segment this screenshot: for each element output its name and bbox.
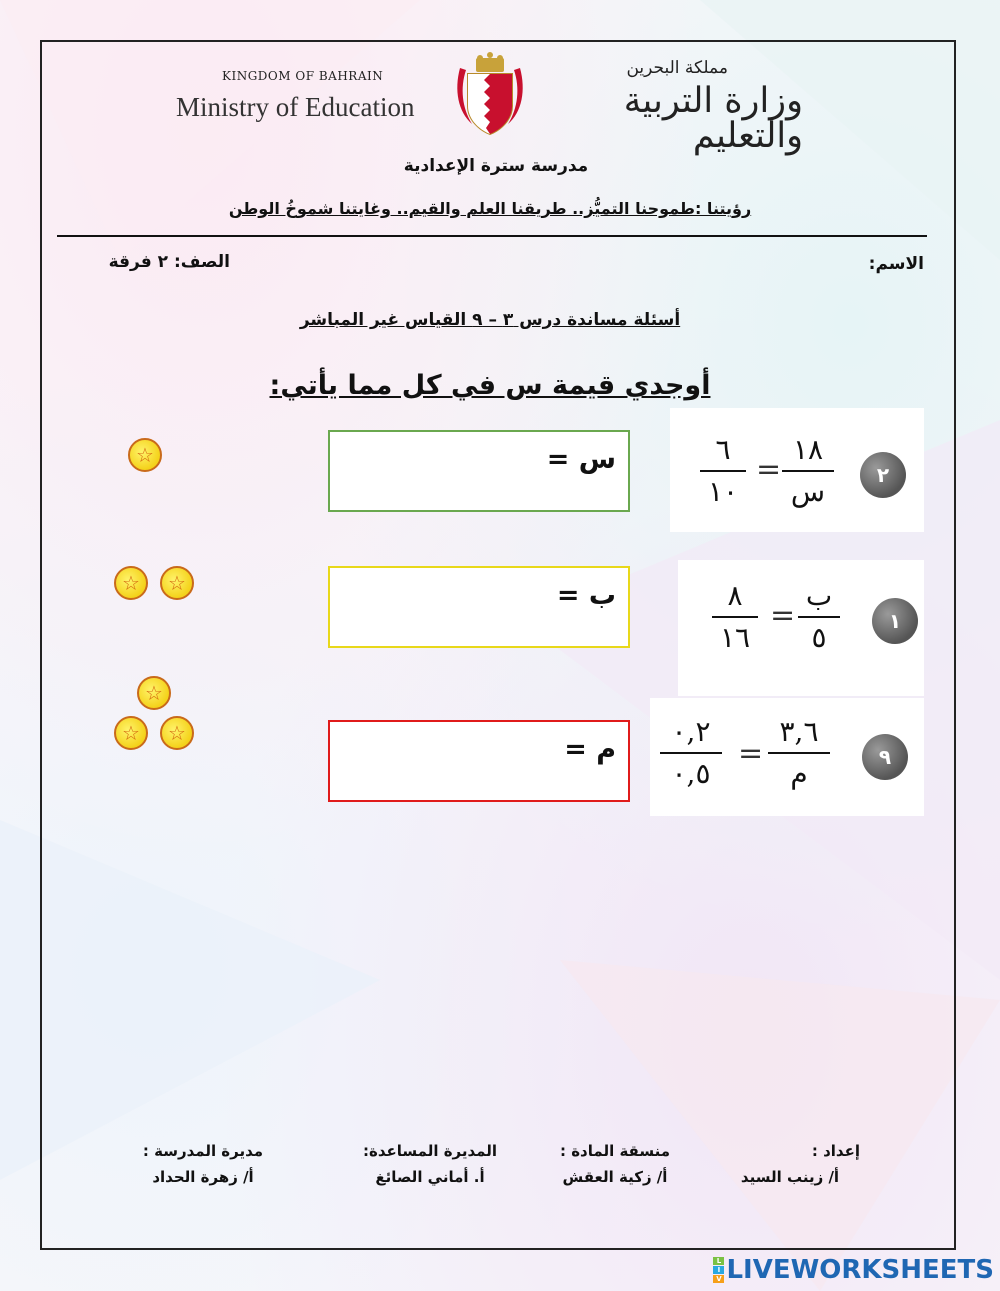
- question-number-badge: ٢: [860, 452, 906, 498]
- prepared-by: [720, 1138, 860, 1190]
- liveworksheets-watermark: [713, 1255, 994, 1285]
- question-card: [650, 698, 924, 816]
- fraction-right: [700, 433, 746, 508]
- equals-sign: =: [756, 452, 782, 487]
- school-principal: [128, 1138, 278, 1190]
- question-card: [670, 408, 924, 532]
- fraction-right: [712, 579, 758, 654]
- denominator: ١٦: [719, 621, 751, 654]
- answer-label: ب =: [556, 580, 616, 611]
- answer-box[interactable]: [328, 430, 630, 512]
- question-number-badge: ٩: [862, 734, 908, 780]
- liveworksheets-logo: [713, 1257, 724, 1284]
- equals-sign: =: [738, 736, 764, 771]
- worksheet-title: أسئلة مساندة درس ٣ – ٩ القياس غير المباشر: [299, 310, 681, 330]
- denominator: م: [790, 757, 808, 790]
- fraction-bar: [782, 470, 834, 472]
- star-icon: ☆: [160, 716, 194, 750]
- numerator: ٠,٢: [671, 715, 711, 748]
- answer-box[interactable]: [328, 566, 630, 648]
- fraction-bar: [798, 616, 840, 618]
- denominator: ٥: [811, 621, 827, 654]
- header-divider: [57, 235, 927, 237]
- logo-letter: L: [713, 1257, 724, 1265]
- star-icon: ☆: [160, 566, 194, 600]
- answer-box[interactable]: [328, 720, 630, 802]
- coordinator-label: منسقة المادة :: [559, 1142, 671, 1160]
- kingdom-en: KINGDOM OF BAHRAIN: [222, 69, 384, 83]
- fraction-left: [798, 579, 840, 654]
- school-name: مدرسة سترة الإعدادية: [403, 156, 589, 176]
- fraction-bar: [660, 752, 722, 754]
- ministry-en: Ministry of Education: [176, 92, 415, 122]
- principal-label: مديرة المدرسة :: [142, 1142, 264, 1160]
- numerator: ٨: [727, 579, 743, 612]
- instruction: أوجدي قيمة س في كل مما يأتي:: [269, 370, 711, 401]
- assistant-label: المديرة المساعدة:: [362, 1142, 498, 1160]
- question-number-badge: ١: [872, 598, 918, 644]
- fraction-bar: [768, 752, 830, 754]
- subject-coordinator: [540, 1138, 690, 1190]
- numerator: ٦: [715, 433, 731, 466]
- denominator: ١٠: [707, 475, 739, 508]
- fraction-left: [782, 433, 834, 508]
- fraction-left: [768, 715, 830, 790]
- prepared-label: إعداد :: [811, 1142, 860, 1160]
- denominator: ٠,٥: [671, 757, 711, 790]
- numerator: ١٨: [792, 433, 824, 466]
- denominator: س: [790, 475, 826, 508]
- bahrain-emblem: [452, 50, 528, 136]
- logo-letter: V: [713, 1275, 724, 1283]
- numerator: ٣,٦: [779, 715, 819, 748]
- star-icon: ☆: [114, 566, 148, 600]
- kingdom-ar: مملكة البحرين: [626, 58, 728, 78]
- question-card: [678, 560, 924, 696]
- assistant-name: أ. أماني الصائغ: [375, 1168, 485, 1186]
- fraction-bar: [712, 616, 758, 618]
- star-icon: ☆: [128, 438, 162, 472]
- equals-sign: =: [770, 598, 796, 633]
- fraction-bar: [700, 470, 746, 472]
- numerator: ب: [805, 579, 833, 612]
- principal-name: أ/ زهرة الحداد: [152, 1168, 254, 1186]
- student-name-label: الاسم:: [868, 254, 924, 274]
- star-icon: ☆: [137, 676, 171, 710]
- class-label: الصف: ٢ فرقة: [108, 252, 230, 272]
- liveworksheets-text: LIVEWORKSHEETS: [726, 1255, 994, 1285]
- answer-label: م =: [564, 734, 616, 765]
- ministry-ar: وزارة التربية والتعليم: [623, 81, 803, 156]
- answer-label: س =: [546, 444, 616, 475]
- star-icon: ☆: [114, 716, 148, 750]
- coordinator-name: أ/ زكية العقش: [562, 1168, 668, 1186]
- prepared-name: أ/ زينب السيد: [740, 1168, 840, 1186]
- fraction-right: [660, 715, 722, 790]
- logo-letter: I: [713, 1266, 724, 1274]
- vision-statement: رؤيتنا :طموحنا التميُّز.. طريقنا العلم والقيم.. وغايتنا شموخُ الوطن: [228, 199, 752, 218]
- assistant-principal: [350, 1138, 510, 1190]
